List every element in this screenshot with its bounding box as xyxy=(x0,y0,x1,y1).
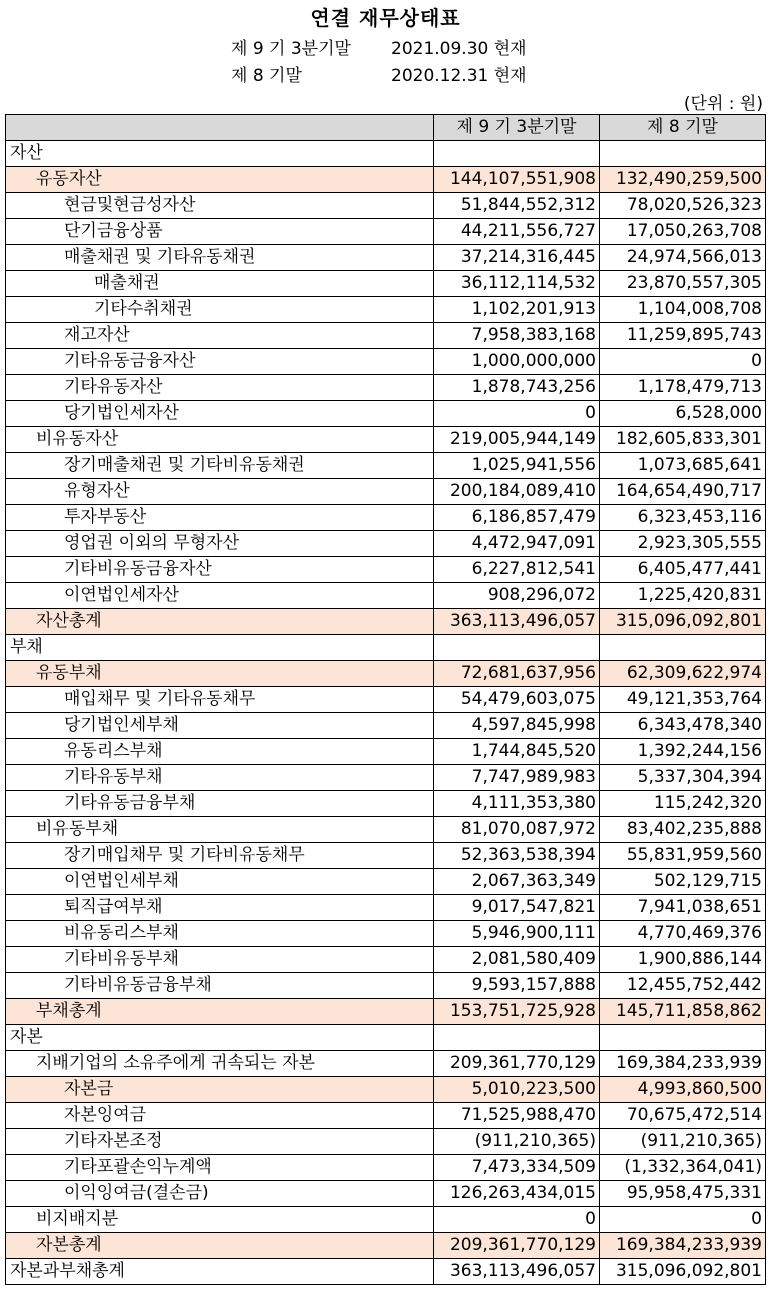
unit-label: (단위 : 원) xyxy=(683,94,763,114)
prior-period-value: 169,384,233,939 xyxy=(600,1051,766,1077)
current-period-value: 209,361,770,129 xyxy=(434,1233,600,1259)
current-period-label: 제 9 기 3분기말 xyxy=(231,39,351,59)
row-label: 기타수취채권 xyxy=(6,297,434,323)
table-row xyxy=(6,817,766,843)
row-label: 매출채권 xyxy=(6,271,434,297)
current-period-value: 0 xyxy=(434,1207,600,1233)
row-label: 기타유동부채 xyxy=(6,765,434,791)
statement-title: 연결 재무상태표 xyxy=(310,6,461,30)
prior-period-value: 11,259,895,743 xyxy=(600,323,766,349)
prior-period-value: 17,050,263,708 xyxy=(600,219,766,245)
prior-period-value: 24,974,566,013 xyxy=(600,245,766,271)
current-period-value: 4,111,353,380 xyxy=(434,791,600,817)
current-period-value xyxy=(434,141,600,167)
prior-period-value: 6,405,477,441 xyxy=(600,557,766,583)
current-period-value: 37,214,316,445 xyxy=(434,245,600,271)
current-period-value: 72,681,637,956 xyxy=(434,661,600,687)
table-row xyxy=(6,1051,766,1077)
row-label: 영업권 이외의 무형자산 xyxy=(6,531,434,557)
row-label: 매출채권 및 기타유동채권 xyxy=(6,245,434,271)
header-item xyxy=(6,115,434,141)
table-row xyxy=(6,375,766,401)
row-label: 유동부채 xyxy=(6,661,434,687)
table-row xyxy=(6,1103,766,1129)
balance-sheet-table xyxy=(5,114,766,1285)
row-label: 기타비유동금융자산 xyxy=(6,557,434,583)
current-period-value: 1,744,845,520 xyxy=(434,739,600,765)
row-label: 자산총계 xyxy=(6,609,434,635)
table-row xyxy=(6,479,766,505)
table-row xyxy=(6,609,766,635)
row-label: 지배기업의 소유주에게 귀속되는 자본 xyxy=(6,1051,434,1077)
table-row xyxy=(6,947,766,973)
table-body xyxy=(6,141,766,1285)
table-row xyxy=(6,973,766,999)
table-row xyxy=(6,193,766,219)
row-label: 이연법인세부채 xyxy=(6,869,434,895)
current-period-value: 7,473,334,509 xyxy=(434,1155,600,1181)
prior-period-value: 1,104,008,708 xyxy=(600,297,766,323)
row-label: 현금및현금성자산 xyxy=(6,193,434,219)
current-period-value xyxy=(434,635,600,661)
table-row xyxy=(6,1025,766,1051)
current-period-value: 7,747,989,983 xyxy=(434,765,600,791)
current-period-value: 9,017,547,821 xyxy=(434,895,600,921)
table-row xyxy=(6,505,766,531)
prior-period-value: 169,384,233,939 xyxy=(600,1233,766,1259)
current-period-value: 126,263,434,015 xyxy=(434,1181,600,1207)
prior-period-value: 95,958,475,331 xyxy=(600,1181,766,1207)
current-period-value: 1,000,000,000 xyxy=(434,349,600,375)
current-period-value: 5,946,900,111 xyxy=(434,921,600,947)
row-label: 단기금융상품 xyxy=(6,219,434,245)
prior-period-value: 315,096,092,801 xyxy=(600,1259,766,1285)
prior-period-value: 182,605,833,301 xyxy=(600,427,766,453)
table-row xyxy=(6,323,766,349)
row-label: 자본총계 xyxy=(6,1233,434,1259)
prior-period-value: 1,900,886,144 xyxy=(600,947,766,973)
table-row xyxy=(6,843,766,869)
current-period-value: 363,113,496,057 xyxy=(434,1259,600,1285)
row-label: 당기법인세부채 xyxy=(6,713,434,739)
table-row xyxy=(6,141,766,167)
table-row xyxy=(6,739,766,765)
table-row xyxy=(6,453,766,479)
prior-period-value: 23,870,557,305 xyxy=(600,271,766,297)
table-row xyxy=(6,791,766,817)
current-period-value: 0 xyxy=(434,401,600,427)
table-row xyxy=(6,661,766,687)
current-period-value: 44,211,556,727 xyxy=(434,219,600,245)
prior-period-value: 7,941,038,651 xyxy=(600,895,766,921)
row-label: 자산 xyxy=(6,141,434,167)
prior-period-value: (911,210,365) xyxy=(600,1129,766,1155)
current-period-value: 51,844,552,312 xyxy=(434,193,600,219)
current-period-value: 363,113,496,057 xyxy=(434,609,600,635)
current-period-value: 144,107,551,908 xyxy=(434,167,600,193)
table-row xyxy=(6,219,766,245)
prior-period-value: 502,129,715 xyxy=(600,869,766,895)
table-row xyxy=(6,869,766,895)
current-period-value: 6,227,812,541 xyxy=(434,557,600,583)
prior-period-value: 1,392,244,156 xyxy=(600,739,766,765)
current-period-date: 2021.09.30 현재 xyxy=(391,39,527,59)
prior-period-value: 164,654,490,717 xyxy=(600,479,766,505)
row-label: 재고자산 xyxy=(6,323,434,349)
table-row xyxy=(6,1259,766,1285)
current-period-value: 2,081,580,409 xyxy=(434,947,600,973)
table-row xyxy=(6,583,766,609)
row-label: 기타비유동금융부채 xyxy=(6,973,434,999)
current-period-value xyxy=(434,1025,600,1051)
prior-period-value: 0 xyxy=(600,349,766,375)
current-period-value: 6,186,857,479 xyxy=(434,505,600,531)
prior-period-value: 4,770,469,376 xyxy=(600,921,766,947)
row-label: 투자부동산 xyxy=(6,505,434,531)
prior-period-value xyxy=(600,141,766,167)
prior-period-value: 2,923,305,555 xyxy=(600,531,766,557)
row-label: 부채총계 xyxy=(6,999,434,1025)
table-row xyxy=(6,1207,766,1233)
current-period-value: 4,597,845,998 xyxy=(434,713,600,739)
prior-period-value: 78,020,526,323 xyxy=(600,193,766,219)
current-period-value: 2,067,363,349 xyxy=(434,869,600,895)
table-row xyxy=(6,895,766,921)
row-label: 기타포괄손익누계액 xyxy=(6,1155,434,1181)
table-row xyxy=(6,297,766,323)
current-period-value: 7,958,383,168 xyxy=(434,323,600,349)
table-row xyxy=(6,921,766,947)
row-label: 장기매출채권 및 기타비유동채권 xyxy=(6,453,434,479)
table-row xyxy=(6,1181,766,1207)
prior-period-value xyxy=(600,1025,766,1051)
table-row xyxy=(6,1155,766,1181)
current-period-value: (911,210,365) xyxy=(434,1129,600,1155)
current-period-value: 54,479,603,075 xyxy=(434,687,600,713)
row-label: 기타유동금융부채 xyxy=(6,791,434,817)
prior-period-value: 49,121,353,764 xyxy=(600,687,766,713)
row-label: 매입채무 및 기타유동채무 xyxy=(6,687,434,713)
table-header-row xyxy=(6,115,766,141)
table-row xyxy=(6,1077,766,1103)
row-label: 이익잉여금(결손금) xyxy=(6,1181,434,1207)
table-row xyxy=(6,427,766,453)
current-period-value: 36,112,114,532 xyxy=(434,271,600,297)
row-label: 기타비유동부채 xyxy=(6,947,434,973)
row-label: 비유동자산 xyxy=(6,427,434,453)
current-period-value: 1,102,201,913 xyxy=(434,297,600,323)
prior-period-value: 83,402,235,888 xyxy=(600,817,766,843)
row-label: 비지배지분 xyxy=(6,1207,434,1233)
row-label: 유동자산 xyxy=(6,167,434,193)
table-row xyxy=(6,557,766,583)
table-row xyxy=(6,349,766,375)
prior-period-value xyxy=(600,635,766,661)
prior-period-value: 1,073,685,641 xyxy=(600,453,766,479)
row-label: 비유동리스부채 xyxy=(6,921,434,947)
current-period-value: 908,296,072 xyxy=(434,583,600,609)
prior-period-value: 12,455,752,442 xyxy=(600,973,766,999)
current-period-value: 1,878,743,256 xyxy=(434,375,600,401)
table-row xyxy=(6,271,766,297)
prior-period-value: (1,332,364,041) xyxy=(600,1155,766,1181)
prior-period-value: 315,096,092,801 xyxy=(600,609,766,635)
prior-period-value: 115,242,320 xyxy=(600,791,766,817)
header-prior-period: 제 8 기말 xyxy=(600,115,766,141)
prior-period-value: 70,675,472,514 xyxy=(600,1103,766,1129)
row-label: 자본 xyxy=(6,1025,434,1051)
row-label: 장기매입채무 및 기타비유동채무 xyxy=(6,843,434,869)
current-period-value: 200,184,089,410 xyxy=(434,479,600,505)
table-row xyxy=(6,1233,766,1259)
row-label: 유동리스부채 xyxy=(6,739,434,765)
header-current-period: 제 9 기 3분기말 xyxy=(434,115,600,141)
current-period-value: 153,751,725,928 xyxy=(434,999,600,1025)
current-period-value: 71,525,988,470 xyxy=(434,1103,600,1129)
current-period-value: 81,070,087,972 xyxy=(434,817,600,843)
row-label: 자본금 xyxy=(6,1077,434,1103)
current-period-value: 219,005,944,149 xyxy=(434,427,600,453)
table-row xyxy=(6,531,766,557)
prior-period-value: 6,343,478,340 xyxy=(600,713,766,739)
prior-period-value: 6,323,453,116 xyxy=(600,505,766,531)
current-period-value: 1,025,941,556 xyxy=(434,453,600,479)
current-period-value: 9,593,157,888 xyxy=(434,973,600,999)
current-period-value: 209,361,770,129 xyxy=(434,1051,600,1077)
current-period-value: 4,472,947,091 xyxy=(434,531,600,557)
prior-period-value: 4,993,860,500 xyxy=(600,1077,766,1103)
row-label: 자본과부채총계 xyxy=(6,1259,434,1285)
prior-period-value: 55,831,959,560 xyxy=(600,843,766,869)
prior-period-value: 0 xyxy=(600,1207,766,1233)
prior-period-value: 1,225,420,831 xyxy=(600,583,766,609)
table-row xyxy=(6,245,766,271)
row-label: 비유동부채 xyxy=(6,817,434,843)
row-label: 기타유동자산 xyxy=(6,375,434,401)
prior-period-value: 132,490,259,500 xyxy=(600,167,766,193)
row-label: 퇴직급여부채 xyxy=(6,895,434,921)
prior-period-date: 2020.12.31 현재 xyxy=(391,66,527,86)
prior-period-value: 145,711,858,862 xyxy=(600,999,766,1025)
current-period-value: 52,363,538,394 xyxy=(434,843,600,869)
row-label: 기타자본조정 xyxy=(6,1129,434,1155)
prior-period-value: 1,178,479,713 xyxy=(600,375,766,401)
row-label: 자본잉여금 xyxy=(6,1103,434,1129)
table-row xyxy=(6,687,766,713)
row-label: 당기법인세자산 xyxy=(6,401,434,427)
current-period-value: 5,010,223,500 xyxy=(434,1077,600,1103)
row-label: 부채 xyxy=(6,635,434,661)
table-row xyxy=(6,765,766,791)
prior-period-value: 62,309,622,974 xyxy=(600,661,766,687)
prior-period-value: 6,528,000 xyxy=(600,401,766,427)
prior-period-label: 제 8 기말 xyxy=(231,66,302,86)
table-row xyxy=(6,167,766,193)
table-row xyxy=(6,1129,766,1155)
table-row xyxy=(6,713,766,739)
row-label: 유형자산 xyxy=(6,479,434,505)
row-label: 이연법인세자산 xyxy=(6,583,434,609)
table-row xyxy=(6,401,766,427)
table-row xyxy=(6,635,766,661)
table-row xyxy=(6,999,766,1025)
prior-period-value: 5,337,304,394 xyxy=(600,765,766,791)
row-label: 기타유동금융자산 xyxy=(6,349,434,375)
